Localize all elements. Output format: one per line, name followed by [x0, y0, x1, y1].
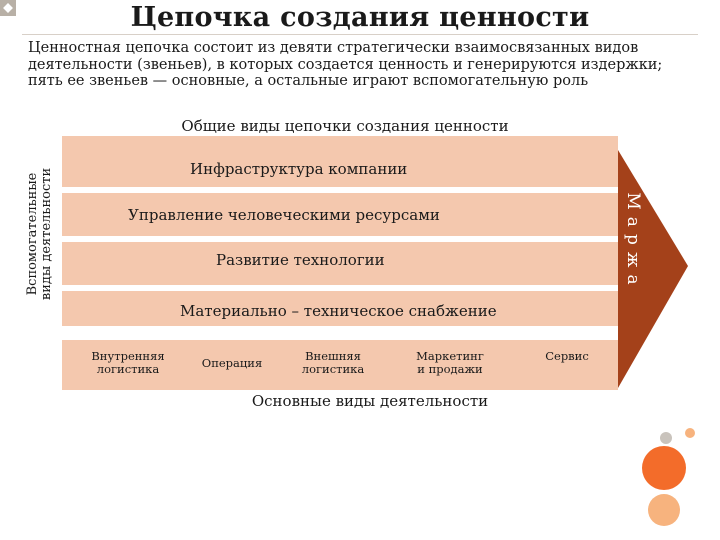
primary-service: Сервис	[545, 349, 589, 363]
margin-label-text: Маржа	[623, 192, 643, 292]
support-row-hr-management: Управление человеческими ресурсами	[128, 206, 440, 224]
decor-circle-small	[660, 432, 672, 444]
primary-operations: Операция	[201, 356, 263, 370]
support-row-procurement: Материально – техническое снабжение	[180, 302, 497, 320]
support-activities-label-text: Вспомогательные виды деятельности	[25, 167, 54, 301]
support-row-infrastructure: Инфраструктура компании	[190, 160, 408, 178]
margin-label	[618, 184, 648, 300]
primary-inbound-logistics: Внутренняя логистика	[91, 349, 165, 376]
support-row-technology: Развитие технологии	[216, 251, 385, 269]
primary-outbound-logistics: Внешняя логистика	[301, 349, 365, 376]
decor-circle-medium	[648, 494, 680, 526]
intro-paragraph: Ценностная цепочка состоит из девяти стратегически взаимосвязанных видов деятельности (звеньев), в которых создается ценность и генерируются издержки; пять ее звеньев — основные, а остальные играют вспомогательную роль	[28, 40, 663, 89]
diagram-heading: Общие виды цепочки создания ценности	[181, 117, 509, 135]
primary-activities-label: Основные виды деятельности	[251, 392, 489, 410]
slide-title: Цепочка создания ценности	[130, 2, 590, 33]
separator-3	[62, 285, 618, 291]
separator-2	[62, 236, 618, 242]
separator-1	[62, 187, 618, 193]
separator-primary	[62, 326, 618, 340]
decor-circle-tiny	[685, 428, 695, 438]
primary-marketing-sales: Маркетинг и продажи	[416, 349, 484, 376]
decor-circle-large	[642, 446, 686, 490]
